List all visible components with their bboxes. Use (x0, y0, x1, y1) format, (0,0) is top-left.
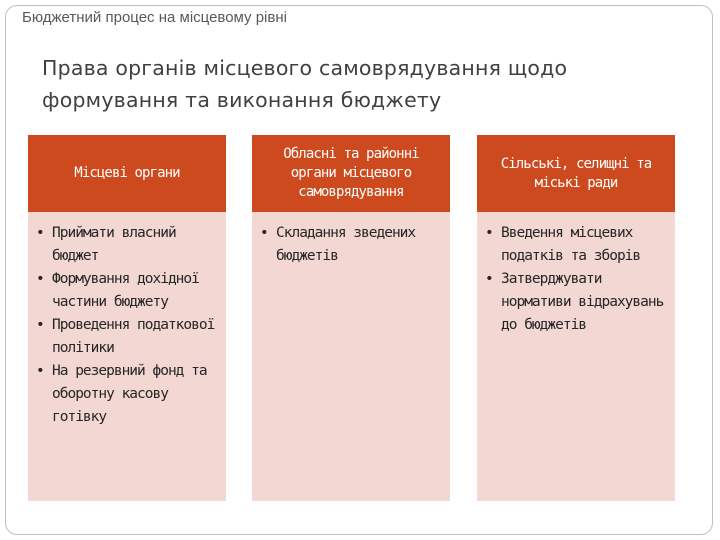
slide-header: Бюджетний процес на місцевому рівні (22, 9, 287, 26)
bullet-list (36, 222, 220, 429)
column-village-town-city-councils (477, 135, 675, 501)
list-item: • Формування дохідної частини бюджету (36, 268, 220, 314)
column-regional-district-bodies (252, 135, 450, 501)
list-item: • Затверджувати нормативи відрахувань до бюджетів (485, 268, 669, 337)
list-item: • Введення місцевих податків та зборів (485, 222, 669, 268)
list-item: • На резервний фонд та оборотну касову готівку (36, 360, 220, 429)
column-heading: Обласні та районні органи місцевого самоврядування (252, 135, 450, 212)
bullet-list (485, 222, 669, 337)
column-local-bodies (28, 135, 226, 501)
column-heading: Місцеві органи (28, 135, 226, 212)
bullet-list (260, 222, 444, 268)
list-item: • Приймати власний бюджет (36, 222, 220, 268)
column-heading: Сільські, селищні та міські ради (477, 135, 675, 212)
list-item: • Складання зведених бюджетів (260, 222, 444, 268)
list-item: • Проведення податкової політики (36, 314, 220, 360)
column-body (252, 212, 450, 268)
column-body (477, 212, 675, 337)
slide-title: Права органів місцевого самоврядування щодо формування та виконання бюджету (42, 56, 568, 112)
column-body (28, 212, 226, 429)
